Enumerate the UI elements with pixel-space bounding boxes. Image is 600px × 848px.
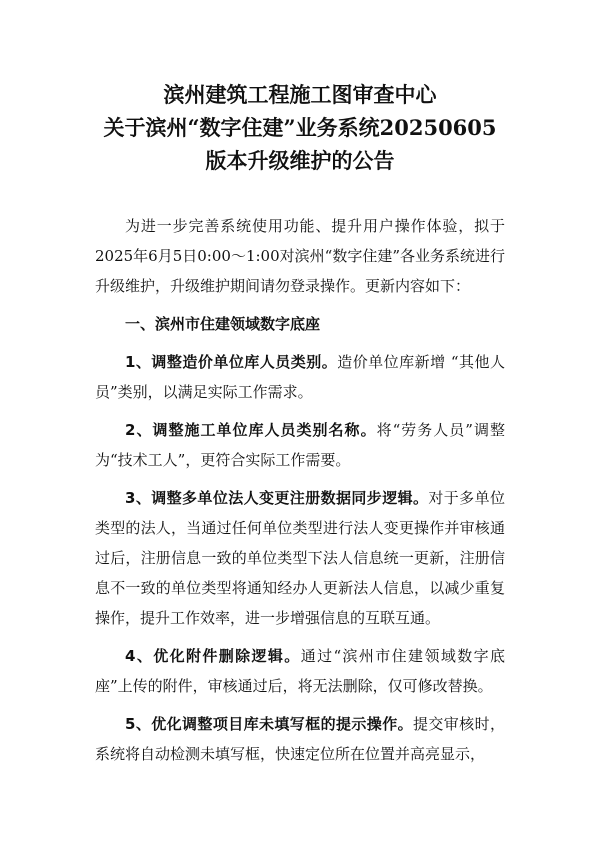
item-2-text: 将“劳务人员”调整为“技术工人”，更符合实际工作需要。 [95, 421, 505, 469]
list-item-1 [95, 347, 505, 407]
notice-title [95, 0, 505, 177]
title-line-2: 关于滨州“数字住建”业务系统20250605 [103, 115, 497, 140]
notice-body [95, 211, 505, 769]
item-2-heading: 2、调整施工单位库人员类别名称。 [125, 421, 377, 439]
item-5-text: 提交审核时，系统将自动检测未填写框，快速定位所在位置并高亮显示， [95, 715, 505, 763]
intro-paragraph: 为进一步完善系统使用功能、提升用户操作体验，拟于2025年6月5日0:00～1:00对滨州“数字住建”各业务系统进行升级维护，升级维护期间请勿登录操作。更新内容如下： [95, 217, 505, 295]
item-3-heading: 3、调整多单位法人变更注册数据同步逻辑。 [125, 489, 429, 507]
item-1-heading: 1、调整造价单位库人员类别。 [125, 353, 338, 371]
item-1-text: 造价单位库新增 “其他人员”类别，以满足实际工作需求。 [95, 353, 505, 401]
item-4-text: 通过“滨州市住建领域数字底座”上传的附件，审核通过后，将无法删除，仅可修改替换。 [95, 647, 505, 695]
list-item-4 [95, 641, 505, 701]
list-item-2 [95, 415, 505, 475]
list-item-5 [95, 709, 505, 769]
title-line-1: 滨州建筑工程施工图审查中心 [163, 82, 437, 107]
list-item-3 [95, 483, 505, 633]
section-heading-1: 一、滨州市住建领域数字底座 [125, 315, 321, 333]
item-5-heading: 5、优化调整项目库未填写框的提示操作。 [125, 715, 413, 733]
item-4-heading: 4、优化附件删除逻辑。 [125, 647, 301, 665]
title-line-3: 版本升级维护的公告 [205, 148, 395, 173]
item-3-text: 对于多单位类型的法人，当通过任何单位类型进行法人变更操作并审核通过后，注册信息一致的单位类型下法人信息统一更新，注册信息不一致的单位类型将通知经办人更新法人信息，以减少重复操作，提升工作效率，进一步增强信息的互联互通。 [95, 489, 505, 627]
